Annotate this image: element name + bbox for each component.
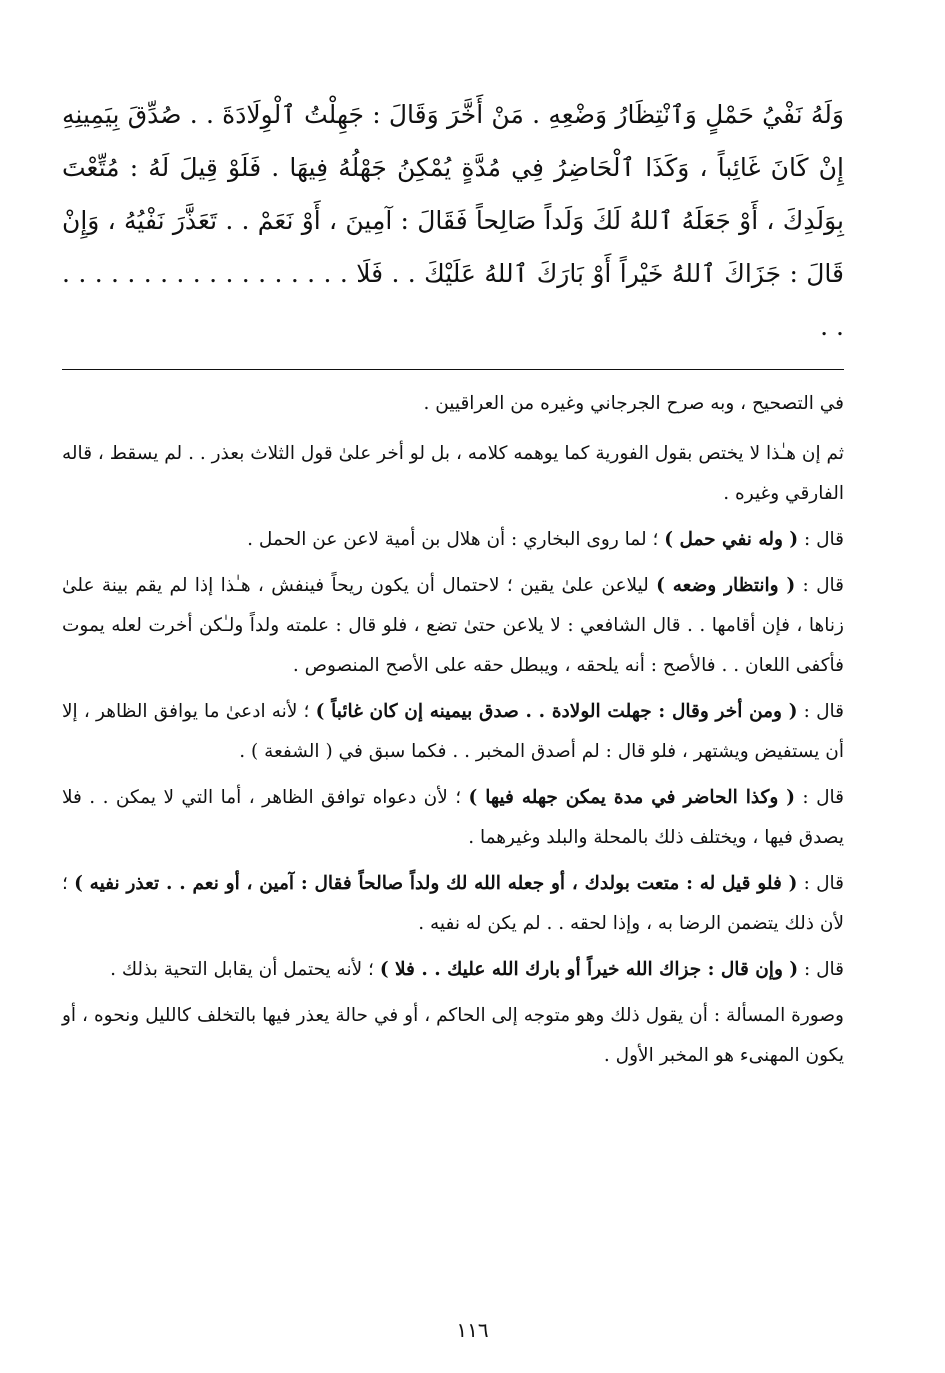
paragraph-lead: قال : (797, 873, 845, 894)
paragraph-body: ؛ لأن دعواه توافق الظاهر ، أما التي لا يمكن . . فلا يصدق فيها ، ويختلف ذلك بالمحلة والبلد وغيرهما . (62, 787, 844, 848)
paragraph-body: ؛ لما روى البخاري : أن هلال بن أمية لاعن عن الحمل . (247, 529, 665, 550)
quoted-matn: ( وكذا الحاضر في مدة يمكن جهله فيها ) (468, 787, 796, 808)
paragraph-body: ليلاعن علىٰ يقين ؛ لاحتمال أن يكون ريحاً فينفش ، هـٰذا إذا لم يقم بينة علىٰ زناها ، فإن أقامها . . قال الشافعي : لا يلاعن حتىٰ تضع ، فلو قال : علمته ولداً ولـٰكن أخرت لعله يموت فأكفى اللعان . . فالأصح : أنه يلحقه ، ويبطل حقه على الأصح المنصوص . (62, 575, 844, 676)
commentary-paragraph (62, 950, 844, 990)
paragraph-lead: قال : (798, 959, 844, 980)
paragraph-lead: قال : (795, 787, 844, 808)
paragraph-body: ؛ لأن ذلك يتضمن الرضا به ، وإذا لحقه . . لم يكن له نفيه . (62, 873, 844, 934)
page-number: ١١٦ (456, 1318, 489, 1342)
commentary-paragraph (62, 864, 844, 944)
commentary-paragraph (62, 520, 844, 560)
quoted-matn: ( وإن قال : جزاك الله خيراً أو بارك الله عليك . . فلا ) (379, 959, 799, 980)
paragraph-lead: قال : (797, 701, 844, 722)
quoted-matn: ( وانتظار وضعه ) (656, 575, 796, 596)
paragraph-lead: قال : (798, 529, 844, 550)
commentary-paragraph: في التصحيح ، وبه صرح الجرجاني وغيره من العراقيين . (423, 393, 844, 414)
commentary-paragraph (62, 566, 844, 686)
paragraph-body: ؛ لأنه ادعىٰ ما يوافق الظاهر ، إلا أن يستفيض ويشتهر ، فلو قال : لم أصدق المخبر . . فكما سبق في ( الشفعة ) . (62, 701, 844, 762)
commentary-paragraph: وصورة المسألة : أن يقول ذلك وهو متوجه إلى الحاكم ، أو في حالة يعذر فيها بالتخلف كالليل ونحوه ، أو يكون المهنىء هو المخبر الأول . (62, 1005, 844, 1066)
main-text: وَلَهُ نَفْيُ حَمْلٍ وَٱنْتِظَارُ وَضْعِهِ . مَنْ أَخَّرَ وَقَالَ : جَهِلْتُ ٱلْوِلَادَةَ . . صُدِّقَ بِيَمِينِهِ إِنْ كَانَ غَائِباً ، وَكَذَا ٱلْحَاضِرُ فِي مُدَّةٍ يُمْكِنُ جَهْلُهُ فِيهَا . فَلَوْ قِيلَ لَهُ : مُتِّعْتَ بِوَلَدِكَ ، أَوْ جَعَلَهُ ٱللهُ لَكَ وَلَداً صَالِحاً فَقَالَ : آمِينَ ، أَوْ نَعَمْ . . تَعَذَّرَ نَفْيُهُ ، وَإِنْ قَالَ : جَزَاكَ ٱللهُ خَيْراً أَوْ بَارَكَ ٱللهُ عَلَيْكَ . . فَلَا . . . . . . . . . . . . . . . . . . . . (62, 100, 844, 341)
paragraph-body: ؛ لأنه يحتمل أن يقابل التحية بذلك . (110, 959, 380, 980)
paragraph-lead: قال : (795, 575, 844, 596)
commentary-paragraph: ثم إن هـٰذا لا يختص بقول الفورية كما يوهمه كلامه ، بل لو أخر علىٰ قول الثلاث بعذر . . لم يسقط ، قاله الفارقي وغيره . (62, 443, 844, 504)
commentary (62, 384, 844, 1076)
quoted-matn: ( فلو قيل له : متعت بولدك ، أو جعله الله لك ولداً صالحاً فقال : آمين ، أو نعم . . تعذر نفيه ) (74, 873, 798, 894)
quoted-matn: ( ومن أخر وقال : جهلت الولادة . . صدق بيمينه إن كان غائباً ) (315, 701, 798, 722)
footnote-divider (62, 369, 844, 370)
commentary-paragraph (62, 692, 844, 772)
commentary-paragraph (62, 778, 844, 858)
quoted-matn: ( وله نفي حمل ) (664, 529, 799, 550)
page-body (62, 88, 844, 1082)
